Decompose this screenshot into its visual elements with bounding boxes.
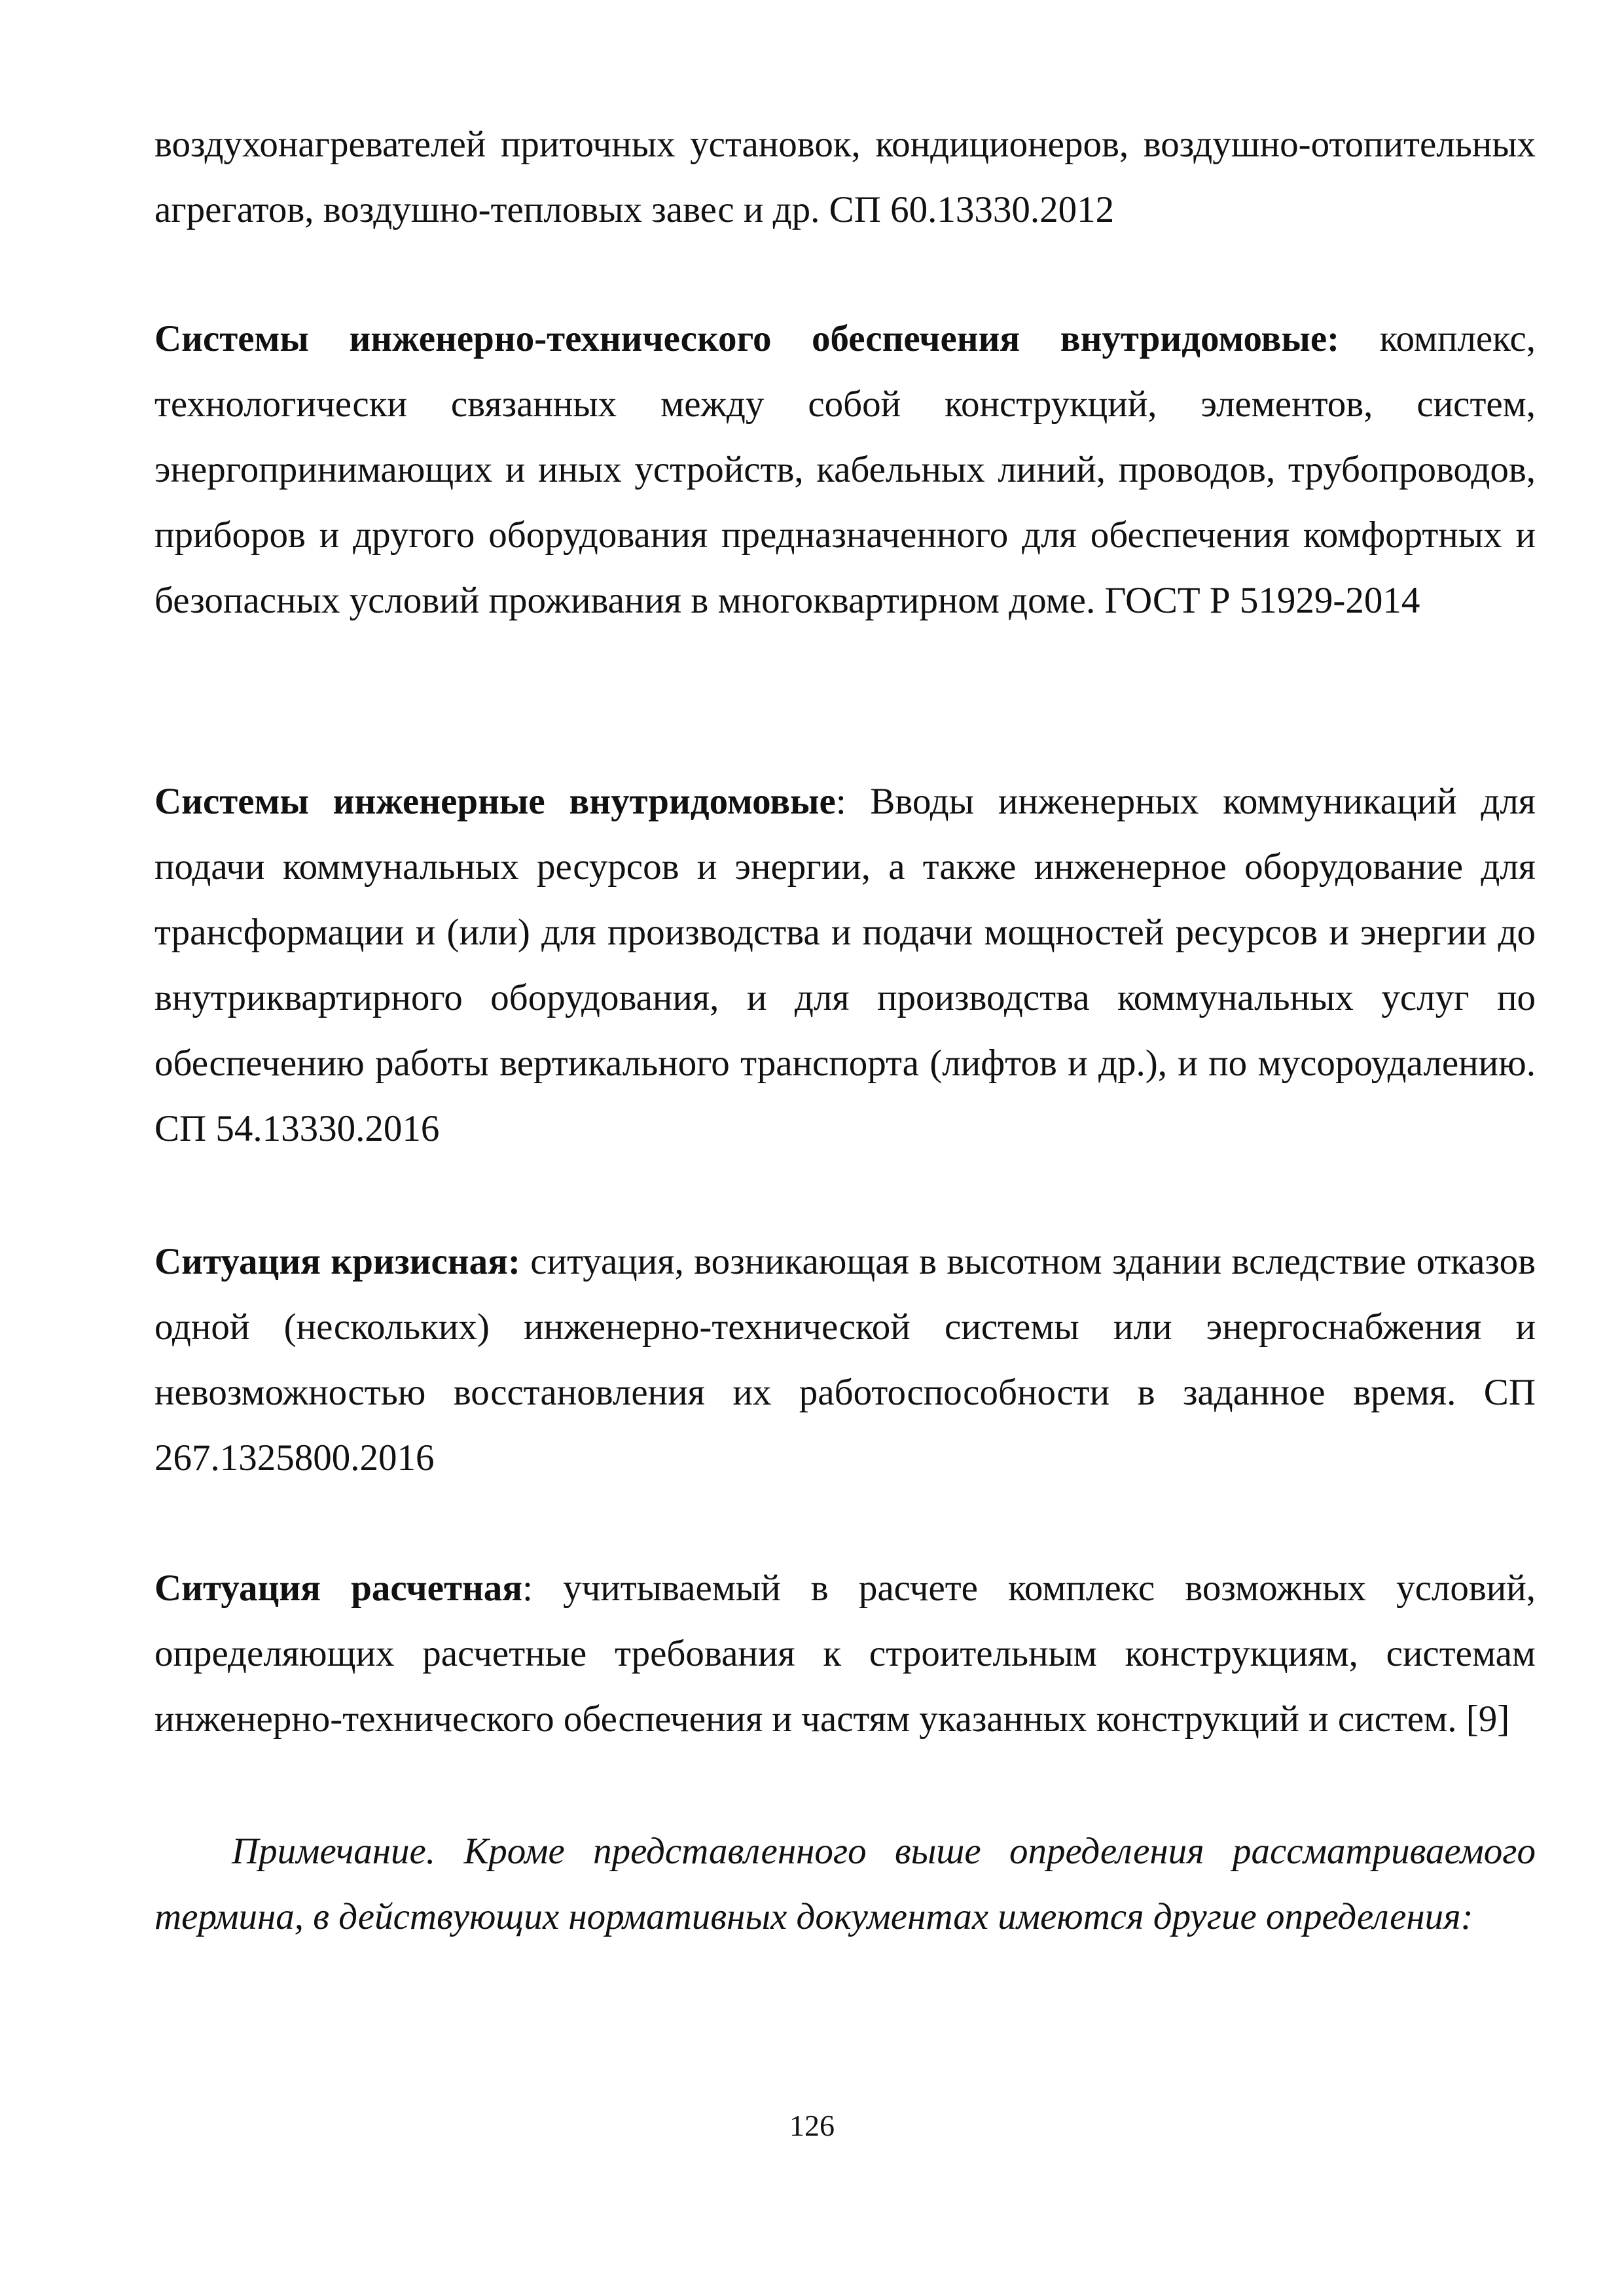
definition-term: Системы инженерные внутридомовые: [154, 781, 836, 822]
paragraph-continuation: [154, 112, 1536, 243]
definition-text: учитываемый в расчете комплекс возможных условий, определяющих расчетные требования к строительным конструкциям, системам инженерно-технического обеспечения и частям указанных конструкций и систем. [9]: [154, 1568, 1536, 1740]
definition-term: Системы инженерно-технического обеспечения внутридомовые:: [154, 318, 1340, 359]
term-separator: [520, 1241, 530, 1282]
definition-term: Ситуация кризисная:: [154, 1241, 520, 1282]
page-number: 126: [789, 2109, 835, 2142]
definition-text: ситуация, возникающая в высотном здании вследствие отказов одной (нескольких) инженерно-технической системы или энергоснабжения и невозможностью восстановления их работоспособности в заданное время. СП 267.1325800.2016: [154, 1241, 1536, 1479]
note-paragraph: [154, 1819, 1536, 1950]
definition-text: комплекс, технологически связанных между собой конструкций, элементов, систем, энергопринимающих и иных устройств, кабельных линий, проводов, трубопроводов, приборов и другого оборудования предназначенного для обеспечения комфортных и безопасных условий проживания в многоквартирном доме. ГОСТ Р 51929-2014: [154, 318, 1536, 621]
definition-text: Вводы инженерных коммуникаций для подачи коммунальных ресурсов и энергии, а также инженерное оборудование для трансформации и (или) для производства и подачи мощностей ресурсов и энергии до внутриквартирного оборудования, и для производства коммунальных услуг по обеспечению работы вертикального транспорта (лифтов и др.), и по мусороудалению. СП 54.13330.2016: [154, 781, 1536, 1149]
note-text: Примечание. Кроме представленного выше определения рассматриваемого термина, в действующих нормативных документах имеются другие определения:: [154, 1831, 1536, 1937]
term-separator: :: [835, 781, 871, 822]
definition-paragraph: [154, 1229, 1536, 1491]
definition-paragraph: [154, 1556, 1536, 1752]
definition-paragraph: [154, 769, 1536, 1162]
term-separator: [1339, 318, 1380, 359]
term-separator: :: [522, 1568, 564, 1609]
definition-paragraph: [154, 306, 1536, 634]
paragraph-text: воздухонагревателей приточных установок, кондиционеров, воздушно-отопительных агрегатов, воздушно-тепловых завес и др. СП 60.13330.2012: [154, 124, 1536, 230]
definition-term: Ситуация расчетная: [154, 1568, 523, 1609]
